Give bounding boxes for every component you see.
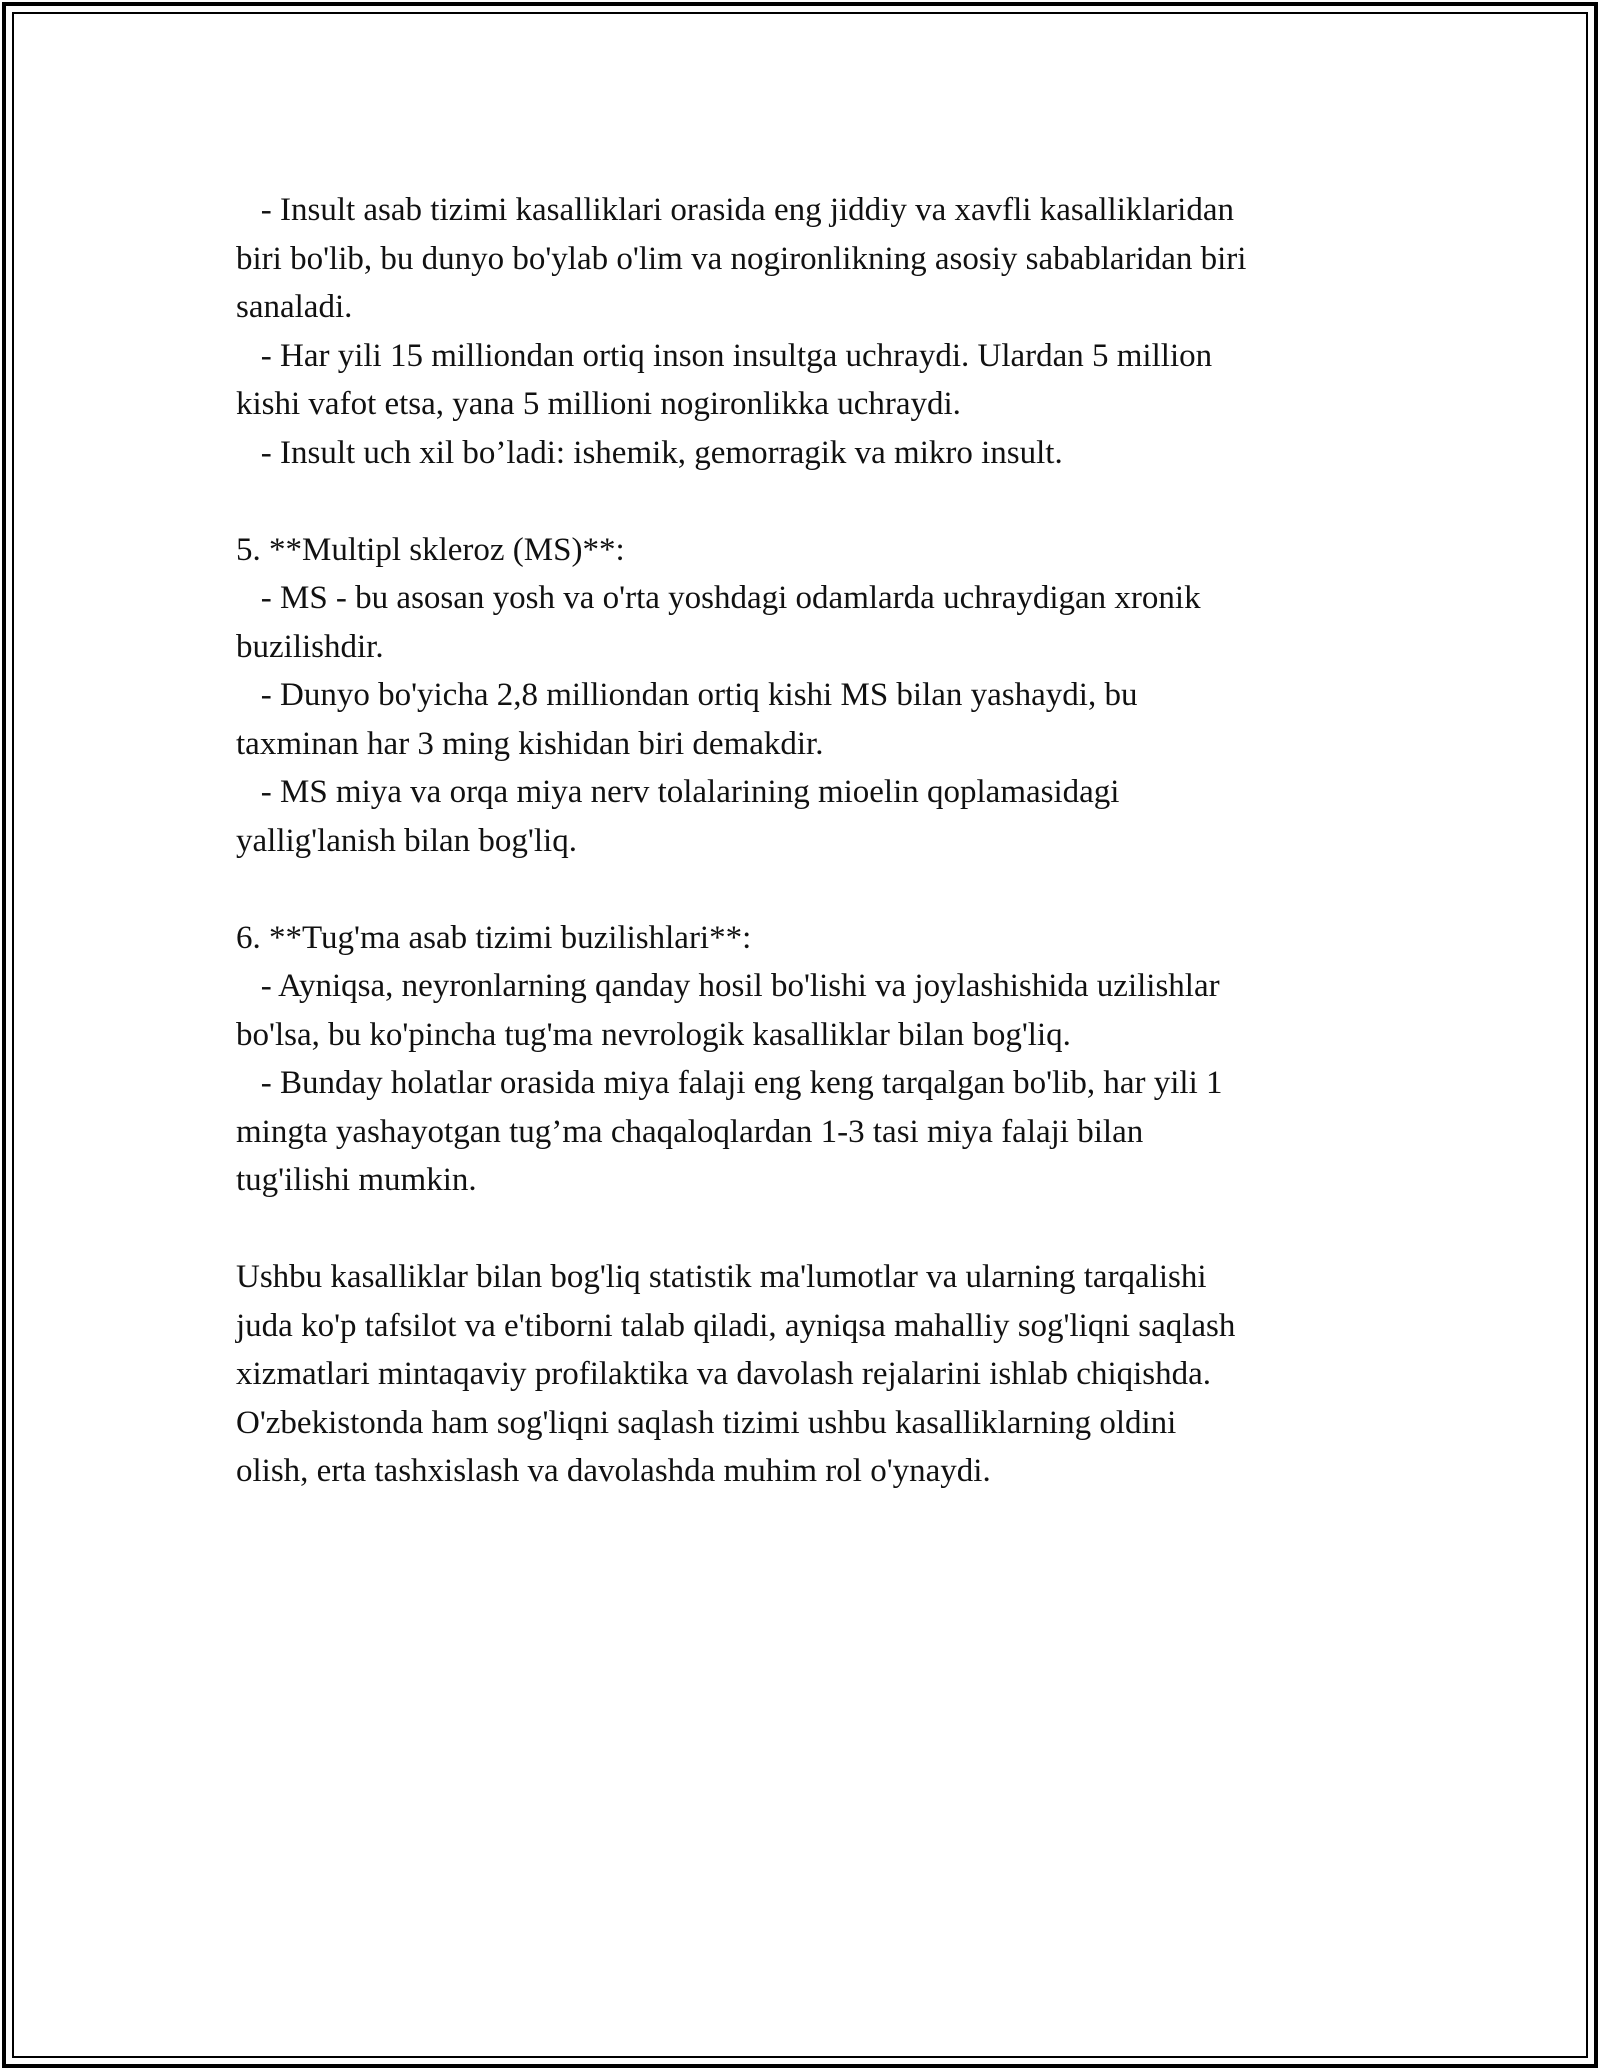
text-line: O'zbekistonda ham sog'liqni saqlash tizimi ushbu kasalliklarning oldini	[236, 1404, 1177, 1441]
text-line: - Ayniqsa, neyronlarning qanday hosil bo'lishi va joylashishida uzilishlar	[236, 968, 1220, 1004]
paragraph-gap	[236, 865, 1386, 914]
text-line: tug'ilishi mumkin.	[236, 1162, 477, 1198]
text-line: taxminan har 3 ming kishidan biri demakdir.	[236, 725, 824, 762]
section-heading: 6. **Tug'ma asab tizimi buzilishlari**:	[236, 919, 752, 956]
text-line: yallig'lanish bilan bog'liq.	[236, 822, 577, 859]
section-heading: 5. **Multipl skleroz (MS)**:	[236, 531, 625, 568]
text-line: - Har yili 15 milliondan ortiq inson insultga uchraydi. Ulardan 5 million	[236, 337, 1213, 374]
text-line: kishi vafot etsa, yana 5 millioni nogironlikka uchraydi.	[236, 386, 961, 422]
text-line: - Bunday holatlar orasida miya falaji eng keng tarqalgan bo'lib, har yili 1	[236, 1065, 1223, 1101]
paragraph-gap	[236, 477, 1386, 526]
text-line: - Insult uch xil bo’ladi: ishemik, gemorragik va mikro insult.	[236, 434, 1063, 471]
text-line: mingta yashayotgan tug’ma chaqaloqlardan 1-3 tasi miya falaji bilan	[236, 1113, 1144, 1150]
text-line: sanaladi.	[236, 289, 353, 325]
text-line: - MS - bu asosan yosh va o'rta yoshdagi odamlarda uchraydigan xronik	[236, 580, 1201, 616]
text-line: buzilishdir.	[236, 628, 384, 665]
text-line: xizmatlari mintaqaviy profilaktika va davolash rejalarini ishlab chiqishda.	[236, 1356, 1212, 1392]
document-body	[236, 186, 1386, 1496]
text-line: biri bo'lib, bu dunyo bo'ylab o'lim va nogironlikning asosiy sabablaridan biri	[236, 240, 1247, 277]
text-line: olish, erta tashxislash va davolashda muhim rol o'ynaydi.	[236, 1453, 991, 1489]
paragraph-gap	[236, 1205, 1386, 1254]
text-line: - Insult asab tizimi kasalliklari orasida eng jiddiy va xavfli kasalliklaridan	[236, 192, 1234, 228]
text-line: - Dunyo bo'yicha 2,8 milliondan ortiq kishi MS bilan yashaydi, bu	[236, 677, 1138, 713]
text-line: Ushbu kasalliklar bilan bog'liq statistik ma'lumotlar va ularning tarqalishi	[236, 1259, 1207, 1295]
text-line: juda ko'p tafsilot va e'tiborni talab qiladi, ayniqsa mahalliy sog'liqni saqlash	[236, 1307, 1236, 1344]
text-line: bo'lsa, bu ko'pincha tug'ma nevrologik kasalliklar bilan bog'liq.	[236, 1016, 1071, 1053]
text-line: - MS miya va orqa miya nerv tolalarining mioelin qoplamasidagi	[236, 774, 1120, 810]
